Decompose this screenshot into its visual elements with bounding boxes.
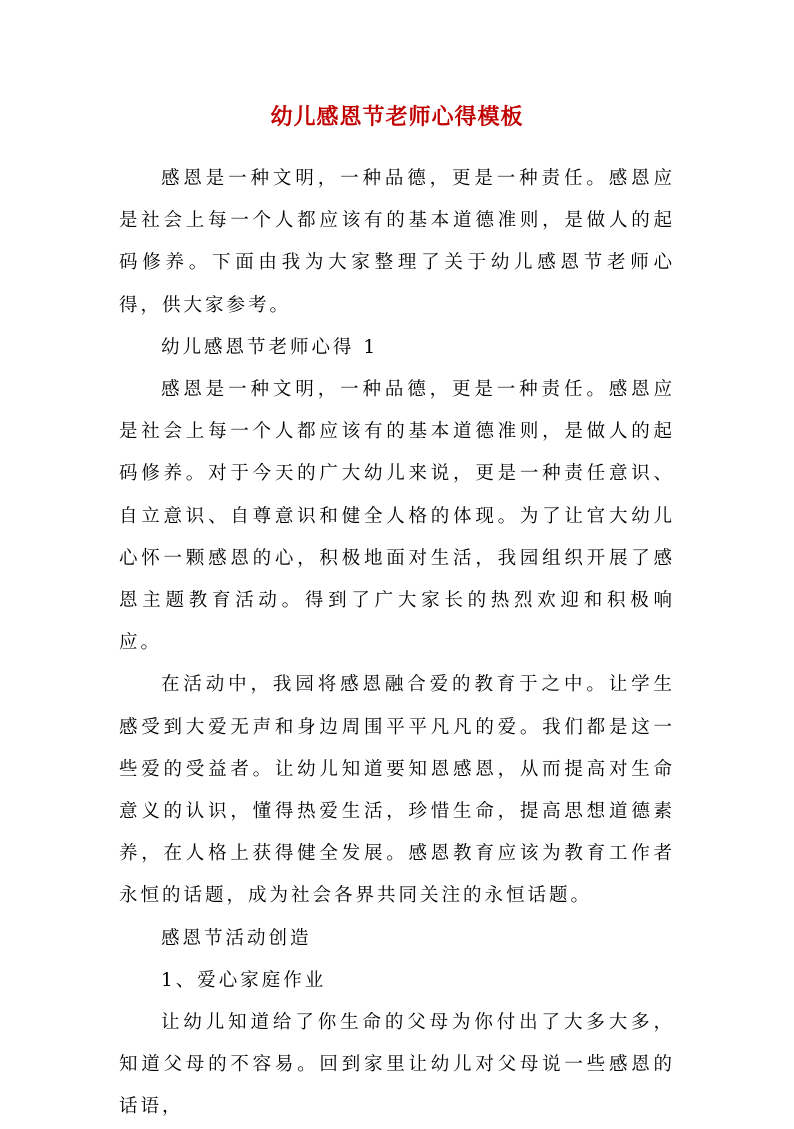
intro-paragraph: 感恩是一种文明，一种品德，更是一种责任。感恩应是社会上每一个人都应该有的基本道德准则，是做人的起码修养。下面由我为大家整理了关于幼儿感恩节老师心得，供大家参考。 [119, 168, 675, 316]
list-item-heading: 1、爱心家庭作业 [161, 969, 327, 991]
document-body [119, 158, 675, 1129]
section-heading: 感恩节活动创造 [161, 927, 312, 949]
document-title: 幼儿感恩节老师心得模板 [270, 104, 524, 130]
body-paragraph: 让幼儿知道给了你生命的父母为你付出了大多大多，知道父母的不容易。回到家里让幼儿对父母说一些感恩的话语， [119, 1012, 675, 1118]
section-heading: 幼儿感恩节老师心得 1 [161, 336, 379, 358]
body-paragraph: 在活动中，我园将感恩融合爱的教育于之中。让学生感受到大爱无声和身边周围平平凡凡的爱。我们都是这一些爱的受益者。让幼儿知道要知恩感恩，从而提高对生命意义的认识，懂得热爱生活，珍惜生命，提高思想道德素养，在人格上获得健全发展。感恩教育应该为教育工作者永恒的话题，成为社会各界共同关注的永恒话题。 [119, 674, 675, 907]
body-paragraph: 感恩是一种文明，一种品德，更是一种责任。感恩应是社会上每一个人都应该有的基本道德准则，是做人的起码修养。对于今天的广大幼儿来说，更是一种责任意识、自立意识、自尊意识和健全人格的体现。为了让官大幼儿心怀一颗感恩的心，积极地面对生活，我园组织开展了感恩主题教育活动。得到了广大家长的热烈欢迎和积极响应。 [119, 379, 675, 654]
